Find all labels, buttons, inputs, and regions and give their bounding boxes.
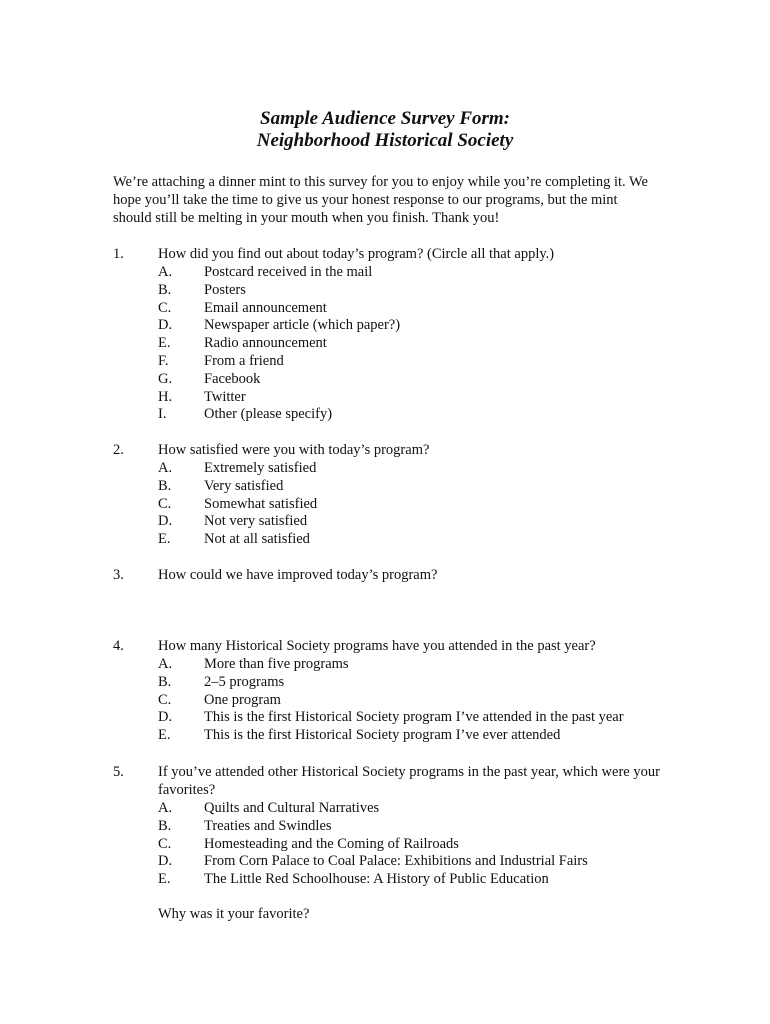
- answer-option[interactable]: [113, 870, 673, 888]
- option-letter: B.: [158, 477, 172, 494]
- option-text: Other (please specify): [204, 406, 333, 423]
- option-letter: D.: [158, 853, 173, 870]
- answer-option[interactable]: [113, 852, 673, 870]
- answer-option[interactable]: [113, 708, 673, 726]
- question-number: 3.: [113, 567, 124, 583]
- option-text: 2–5 programs: [204, 673, 285, 690]
- option-letter: G.: [158, 370, 173, 387]
- answer-option[interactable]: [113, 352, 673, 370]
- option-letter: E.: [158, 335, 171, 352]
- question-number: 2.: [113, 442, 124, 458]
- answer-option[interactable]: [113, 817, 673, 835]
- question-3: [113, 566, 673, 584]
- option-letter: B.: [158, 817, 172, 834]
- option-text: From Corn Palace to Coal Palace: Exhibitions and Industrial Fairs: [204, 853, 588, 870]
- option-letter: B.: [158, 281, 172, 298]
- question-text: How could we have improved today’s program?: [158, 567, 438, 583]
- answer-option[interactable]: [113, 299, 673, 317]
- option-letter: C.: [158, 691, 172, 708]
- option-text: The Little Red Schoolhouse: A History of Public Education: [204, 871, 549, 888]
- option-text: Email announcement: [204, 299, 327, 316]
- question-text: If you’ve attended other Historical Society programs in the past year, which were your favorites?: [158, 764, 660, 798]
- option-text: This is the first Historical Society program I’ve attended in the past year: [204, 709, 624, 726]
- answer-option[interactable]: [113, 334, 673, 352]
- answer-option[interactable]: [113, 281, 673, 299]
- option-letter: B.: [158, 673, 172, 690]
- option-text: More than five programs: [204, 656, 349, 672]
- option-text: Twitter: [204, 388, 246, 405]
- answer-option[interactable]: [113, 691, 673, 709]
- question-5: [113, 763, 673, 888]
- option-text: Homesteading and the Coming of Railroads: [204, 835, 459, 852]
- answer-option[interactable]: [113, 316, 673, 334]
- answer-option[interactable]: [113, 263, 673, 281]
- option-letter: E.: [158, 727, 171, 744]
- option-letter: E.: [158, 871, 171, 888]
- option-text: One program: [204, 691, 281, 708]
- page-title-line-1: Sample Audience Survey Form:: [260, 108, 510, 129]
- page-title-line-2: Neighborhood Historical Society: [256, 130, 514, 151]
- option-text: Facebook: [204, 370, 261, 387]
- option-text: Extremely satisfied: [204, 460, 317, 476]
- answer-option[interactable]: [113, 459, 673, 477]
- option-letter: C.: [158, 835, 172, 852]
- option-letter: C.: [158, 495, 172, 512]
- answer-option[interactable]: [113, 673, 673, 691]
- option-letter: C.: [158, 299, 172, 316]
- option-text: Somewhat satisfied: [204, 495, 318, 512]
- option-text: Newspaper article (which paper?): [204, 317, 401, 334]
- option-letter: D.: [158, 317, 173, 334]
- option-text: Radio announcement: [204, 335, 327, 352]
- answer-option[interactable]: [113, 530, 673, 548]
- question-number: 1.: [113, 246, 124, 262]
- question-text: How did you find out about today’s program? (Circle all that apply.): [158, 246, 555, 262]
- question-number: 5.: [113, 764, 124, 780]
- question-2: [113, 441, 673, 548]
- option-letter: H.: [158, 388, 173, 405]
- option-letter: I.: [158, 406, 167, 423]
- answer-option[interactable]: [113, 388, 673, 406]
- option-letter: F.: [158, 352, 169, 369]
- option-letter: A.: [158, 264, 173, 280]
- question-text: How satisfied were you with today’s program?: [158, 442, 430, 458]
- answer-option[interactable]: [113, 835, 673, 853]
- question-text: How many Historical Society programs have you attended in the past year?: [158, 638, 596, 654]
- intro-paragraph: We’re attaching a dinner mint to this survey for you to enjoy while you’re completing it. We hope you’ll take the time to give us your honest response to our programs, but the mint should still be melting in your mouth when you finish. Thank you!: [113, 174, 648, 226]
- option-text: Treaties and Swindles: [204, 817, 332, 834]
- answer-option[interactable]: [113, 405, 673, 423]
- answer-option[interactable]: [113, 477, 673, 495]
- option-text: Very satisfied: [204, 477, 284, 494]
- option-text: Postcard received in the mail: [204, 264, 373, 280]
- option-text: Not at all satisfied: [204, 531, 310, 548]
- answer-option[interactable]: [113, 655, 673, 673]
- option-text: Posters: [204, 281, 246, 298]
- option-letter: A.: [158, 800, 173, 816]
- option-text: From a friend: [204, 352, 284, 369]
- option-letter: D.: [158, 709, 173, 726]
- option-text: Not very satisfied: [204, 513, 308, 530]
- answer-option[interactable]: [113, 726, 673, 744]
- answer-option[interactable]: [113, 512, 673, 530]
- option-text: Quilts and Cultural Narratives: [204, 800, 380, 816]
- answer-option[interactable]: [113, 370, 673, 388]
- answer-option[interactable]: [113, 799, 673, 817]
- option-letter: A.: [158, 460, 173, 476]
- question-4: [113, 637, 673, 744]
- favorite-followup-prompt: Why was it your favorite?: [158, 906, 310, 922]
- option-letter: E.: [158, 531, 171, 548]
- question-1: [113, 245, 673, 423]
- option-text: This is the first Historical Society program I’ve ever attended: [204, 727, 561, 744]
- option-letter: D.: [158, 513, 173, 530]
- option-letter: A.: [158, 656, 173, 672]
- question-number: 4.: [113, 638, 124, 654]
- answer-option[interactable]: [113, 495, 673, 513]
